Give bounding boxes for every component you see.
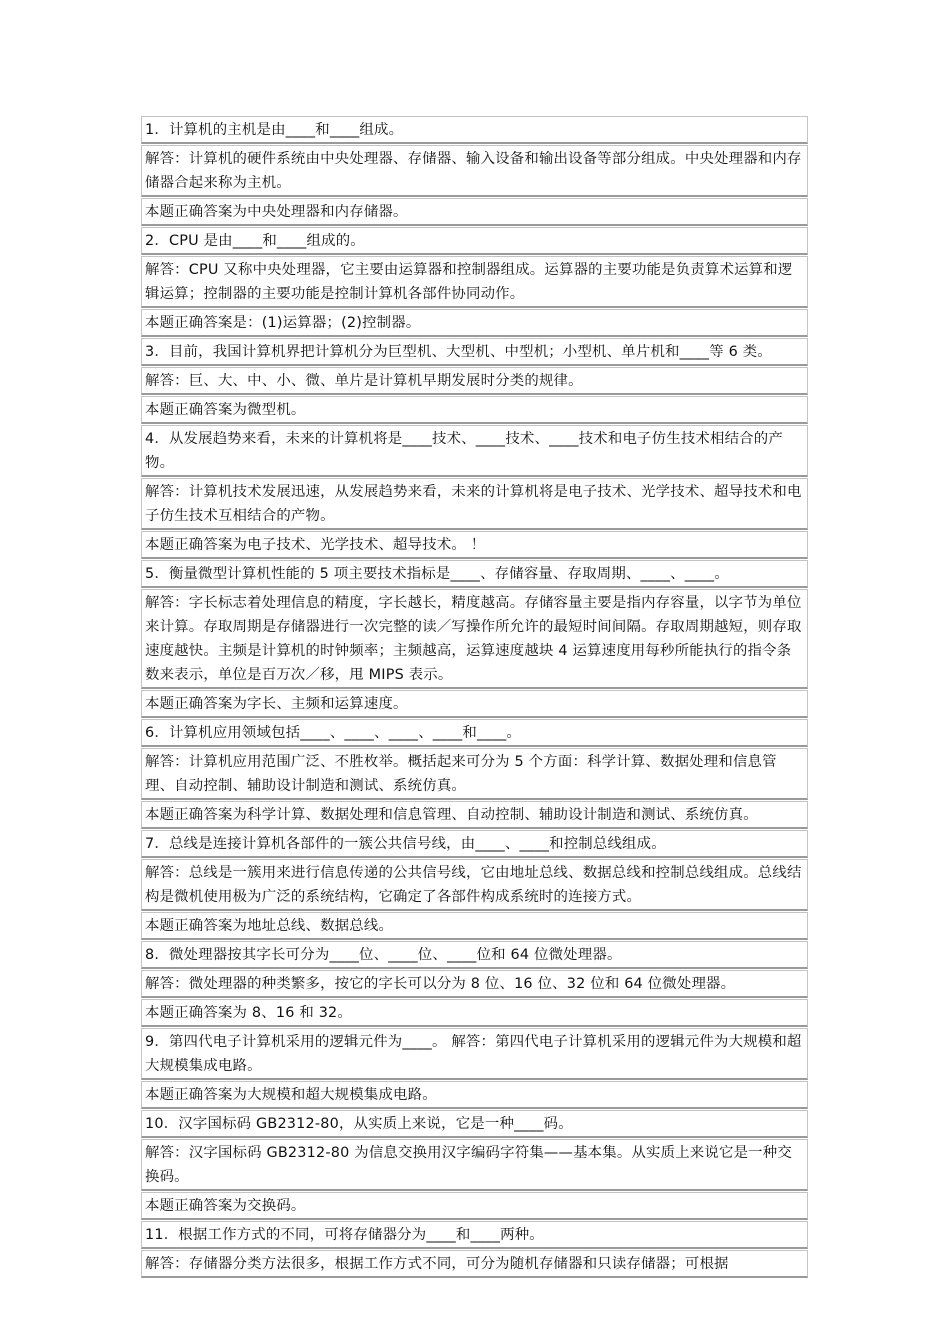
answer-row: 本题正确答案为 8、16 和 32。 <box>141 999 808 1027</box>
explanation-row: 解答：微处理器的种类繁多，按它的字长可以分为 8 位、16 位、32 位和 64 位微处理器。 <box>141 970 808 998</box>
answer-row: 本题正确答案为微型机。 <box>141 396 808 424</box>
answer-row: 本题正确答案为电子技术、光学技术、超导技术。 ！ <box>141 531 808 559</box>
explanation-row: 解答：CPU 又称中央处理器，它主要由运算器和控制器组成。运算器的主要功能是负责算术运算和逻辑运算；控制器的主要功能是控制计算机各部件协同动作。 <box>141 256 808 308</box>
question-row: 11．根据工作方式的不同，可将存储器分为____和____两种。 <box>141 1221 808 1249</box>
explanation-row: 解答：计算机技术发展迅速，从发展趋势来看，未来的计算机将是电子技术、光学技术、超导技术和电子仿生技术互相结合的产物。 <box>141 478 808 530</box>
question-row: 6．计算机应用领域包括____、____、____、____和____。 <box>141 719 808 747</box>
explanation-row: 解答：存储器分类方法很多，根据工作方式不同，可分为随机存储器和只读存储器；可根据 <box>141 1250 808 1278</box>
answer-row: 本题正确答案是：(1)运算器；(2)控制器。 <box>141 309 808 337</box>
question-row: 10．汉字国标码 GB2312-80，从实质上来说，它是一种____码。 <box>141 1110 808 1138</box>
question-row: 7．总线是连接计算机各部件的一簇公共信号线，由____、____和控制总线组成。 <box>141 830 808 858</box>
explanation-row: 解答：巨、大、中、小、微、单片是计算机早期发展时分类的规律。 <box>141 367 808 395</box>
qa-document <box>141 116 808 1279</box>
question-row: 2．CPU 是由____和____组成的。 <box>141 227 808 255</box>
explanation-row: 解答：计算机的硬件系统由中央处理器、存储器、输入设备和输出设备等部分组成。中央处理器和内存储器合起来称为主机。 <box>141 145 808 197</box>
question-row: 4．从发展趋势来看，未来的计算机将是____技术、____技术、____技术和电子仿生技术相结合的产物。 <box>141 425 808 477</box>
answer-row: 本题正确答案为中央处理器和内存储器。 <box>141 198 808 226</box>
answer-row: 本题正确答案为科学计算、数据处理和信息管理、自动控制、辅助设计制造和测试、系统仿真。 <box>141 801 808 829</box>
question-row: 8．微处理器按其字长可分为____位、____位、____位和 64 位微处理器。 <box>141 941 808 969</box>
explanation-row: 解答：汉字国标码 GB2312-80 为信息交换用汉字编码字符集——基本集。从实质上来说它是一种交换码。 <box>141 1139 808 1191</box>
answer-row: 本题正确答案为地址总线、数据总线。 <box>141 912 808 940</box>
question-row: 3．目前，我国计算机界把计算机分为巨型机、大型机、中型机；小型机、单片机和____等 6 类。 <box>141 338 808 366</box>
explanation-row: 解答：字长标志着处理信息的精度，字长越长，精度越高。存储容量主要是指内存容量，以字节为单位来计算。存取周期是存储器进行一次完整的读／写操作所允许的最短时间间隔。存取周期越短，则存取速度越快。主频是计算机的时钟频率；主频越高，运算速度越块 4 运算速度用每秒所能执行的指令条数来表示，单位是百万次／移，甩 MIPS 表示。 <box>141 589 808 689</box>
explanation-row: 解答：总线是一簇用来进行信息传递的公共信号线，它由地址总线、数据总线和控制总线组成。总线结构是微机使用极为广泛的系统结构，它确定了各部件构成系统时的连接方式。 <box>141 859 808 911</box>
question-row: 9．第四代电子计算机采用的逻辑元件为____。 解答：第四代电子计算机采用的逻辑元件为大规模和超大规模集成电路。 <box>141 1028 808 1080</box>
question-row: 5．衡量微型计算机性能的 5 项主要技术指标是____、存储容量、存取周期、____、____。 <box>141 560 808 588</box>
answer-row: 本题正确答案为交换码。 <box>141 1192 808 1220</box>
explanation-row: 解答：计算机应用范围广泛、不胜枚举。概括起来可分为 5 个方面：科学计算、数据处理和信息管理、自动控制、辅助设计制造和测试、系统仿真。 <box>141 748 808 800</box>
answer-row: 本题正确答案为大规模和超大规模集成电路。 <box>141 1081 808 1109</box>
question-row: 1．计算机的主机是由____和____组成。 <box>141 116 808 144</box>
answer-row: 本题正确答案为字长、主频和运算速度。 <box>141 690 808 718</box>
